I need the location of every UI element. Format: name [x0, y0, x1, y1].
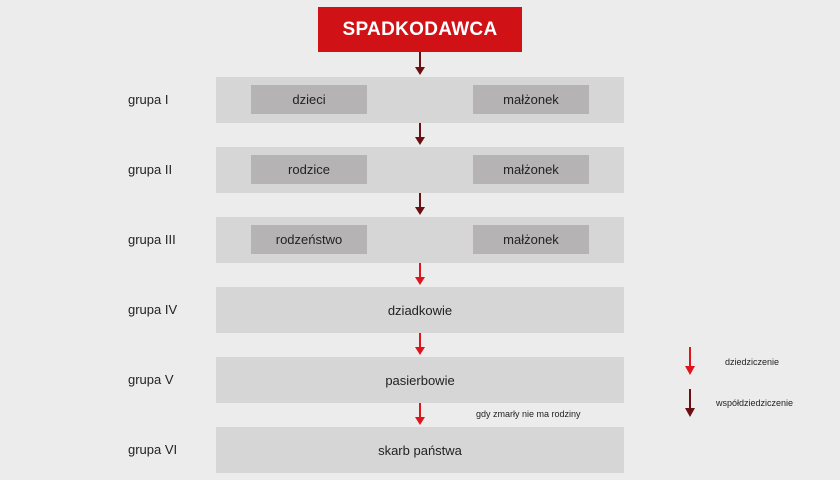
group-label-3: grupa III — [128, 232, 176, 247]
arrow-inherit-5 — [412, 332, 428, 358]
arrow-inherit-4 — [412, 262, 428, 288]
heir-cell-parents: rodzice — [251, 155, 367, 184]
heir-state-treasury: skarb państwa — [378, 442, 462, 458]
heir-grandparents: dziadkowie — [387, 302, 453, 318]
no-family-note: gdy zmarły nie ma rodziny — [476, 409, 581, 419]
group-row-6 — [216, 427, 624, 473]
legend-coinherit-arrow-icon — [682, 389, 698, 419]
heir-cell-spouse: małżonek — [473, 85, 589, 114]
heir-stepchildren: pasierbowie — [385, 372, 455, 388]
legend-coinherit-label: współdziedziczenie — [716, 398, 794, 408]
group-label-1: grupa I — [128, 92, 169, 107]
group-label-6: grupa VI — [128, 442, 178, 457]
arrow-cowork-3 — [412, 192, 428, 218]
group-label-5: grupa V — [128, 372, 174, 387]
legend-inherit-label: dziedziczenie — [725, 357, 780, 367]
group-row-2 — [216, 147, 624, 193]
group-row-3 — [216, 217, 624, 263]
arrow-inherit-6 — [412, 402, 428, 428]
arrow-cowork-2 — [412, 122, 428, 148]
testator-label: SPADKODAWCA — [342, 18, 498, 40]
group-row-4 — [216, 287, 624, 333]
heir-cell-siblings: rodzeństwo — [251, 225, 367, 254]
group-label-4: grupa IV — [128, 302, 178, 317]
heir-cell-spouse: małżonek — [473, 155, 589, 184]
heir-cell-spouse: małżonek — [473, 225, 589, 254]
legend-inherit-arrow-icon — [682, 347, 698, 377]
group-row-5 — [216, 357, 624, 403]
arrow-cowork-1 — [412, 52, 428, 78]
group-label-2: grupa II — [128, 162, 173, 177]
group-row-1 — [216, 77, 624, 123]
heir-cell-children: dzieci — [251, 85, 367, 114]
testator-box — [318, 7, 522, 52]
